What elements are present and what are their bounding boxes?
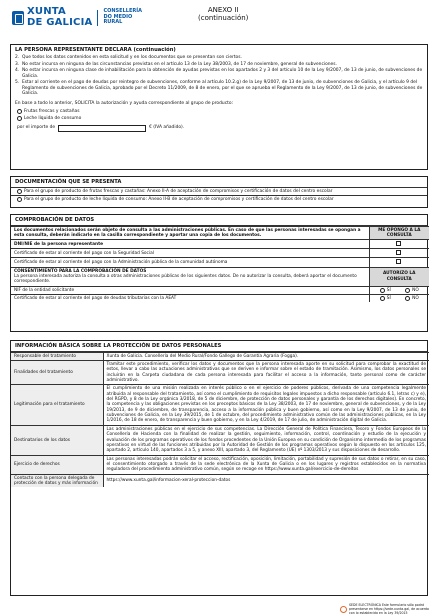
data-check-section — [10, 214, 428, 332]
amount-input[interactable] — [58, 125, 146, 132]
declaration-section — [10, 44, 428, 170]
logo-divider — [97, 10, 98, 26]
department-name: CONSELLERÍA DO MEDIO RURAL — [103, 7, 142, 26]
radio-doc-milk[interactable] — [17, 197, 22, 202]
privacy-label: Contacto con la persona delegada de protección de datos y más información — [11, 474, 103, 487]
radio-milk[interactable] — [17, 116, 22, 121]
privacy-text: Las administraciones públicas en el ejercicio de sus competencias. La Dirección General de Política Financiera, Tesoro y Fondos Europeos de la Consellería de Hacienda con la finalidad de realizar la gestión, seguimiento, información, control, coordinación y estudio de la ejecución y evaluación de los programas operativos de los fondos procedentes de la Unión Europea en su condición de Organismo intermedio de los programas operativos en virtud de las funciones atribuidas por la Autoridad de Gestión de los programas operativos según lo dispuesto en los artículos 125, apartado 2, artículo 140, apartados 3 a 5, y anexo XIII, apartado 3, del Reglamento (UE) nº 1303/2013 y sus disposiciones de desarrollo. — [103, 425, 429, 455]
privacy-label: Finalidades del tratamiento — [11, 360, 103, 384]
data-row-label: Certificado de estar al corriente del pago con la Administración pública de la comunidad autónoma — [11, 258, 369, 267]
consent-row-label: Certificado de estar al corriente del pago de deudas tributarias con la AEAT — [11, 294, 369, 302]
radio-yes[interactable] — [380, 288, 385, 293]
amount-row — [11, 123, 427, 134]
option-milk[interactable]: Leche líquida de consumo — [11, 115, 427, 123]
radio-doc-fruits[interactable] — [17, 189, 22, 194]
radio-yes[interactable] — [380, 296, 385, 301]
declaration-title: LA PERSONA REPRESENTANTE DECLARA (continuación) — [15, 46, 176, 53]
annex-subtitle: (continuación) — [198, 14, 249, 23]
consent-yes-option[interactable]: SÍ — [380, 288, 391, 293]
declaration-item: 4. No estar incursa en ninguna clase de inhabilitación para la obtención de ayudas previstas en los apartados 2 y 3 del artículo 10 de la Ley 9/2007, de 13 de junio, de subvenciones de Galicia. — [15, 68, 423, 79]
sede-seal-icon — [340, 606, 347, 613]
data-row-label: DNI/NIE de la persona representante — [11, 240, 369, 249]
footer-note — [340, 604, 434, 616]
radio-no[interactable] — [405, 288, 410, 293]
xunta-logo — [12, 6, 161, 29]
privacy-text: El cumplimiento de una misión realizada en interés público o en el ejercicio de poderes públicos, derivada de una competencia legalmente atribuida al responsable del tratamiento, así como el cumplimiento de requisitos legales impuestos a dicho responsable (artículo 6.1, letras c) y e), del RGPD, y 8 de la Ley orgánica 3/2018, de 5 de diciembre, de protección de datos personales y garantía de los derechos digitales). En concreto, la competencia y las obligaciones previstas en los preceptos básicos de la Ley 38/2003, de 17 de noviembre, general de subvenciones, y de la Ley 19/2013, de 9 de diciembre, de transparencia, acceso a la información pública y buen gobierno, así como en la Ley 9/2007, de 13 de junio, de subvenciones de Galicia, en la Ley 39/2015, de 1 de octubre, del procedimiento administrativo común de las administraciones públicas, en la Ley 1/2016, de 18 de enero, de transparencia y buen gobierno, y en la Ley 4/2019, de 17 de julio, de administración digital de Galicia. — [103, 385, 429, 426]
privacy-table — [11, 352, 429, 488]
data-check-table — [11, 226, 429, 303]
privacy-label: Ejercicio de derechos — [11, 455, 103, 474]
consent-title: CONSENTIMIENTO PARA LA COMPROBACIÓN DE DATOS — [14, 268, 147, 274]
declaration-item: 3. No estar incursa en ninguna de las circunstancias previstas en el artículo 13 de la Ley 38/2003, de 17 de noviembre, general de subvenciones. — [15, 61, 337, 67]
amount-suffix: € (IVA añadido). — [149, 125, 185, 131]
consent-yes-option[interactable]: SÍ — [380, 296, 391, 301]
radio-no[interactable] — [405, 296, 410, 301]
privacy-title: INFORMACIÓN BÁSICA SOBRE LA PROTECCIÓN DE DATOS PERSONALES — [11, 341, 427, 352]
privacy-section — [10, 340, 428, 596]
oppose-checkbox[interactable] — [396, 250, 401, 255]
documentation-section — [10, 176, 428, 208]
oppose-header: ME OPONGO A LA CONSULTA — [369, 226, 429, 240]
privacy-label: Legitimación para el tratamiento — [11, 385, 103, 426]
doc-item-fruits[interactable]: Para el grupo de producto de frutas frescas y castañas: Anexo II-A de aceptación de compromisos y certificación de datos del centro escolar — [11, 188, 427, 197]
option-fruits[interactable]: Frutas frescas y castañas — [11, 108, 427, 116]
authorize-header: AUTORIZO LA CONSULTA — [369, 267, 429, 286]
consent-no-option[interactable]: NO — [405, 288, 419, 293]
doc-item-milk[interactable]: Para el grupo de producto de leche líquida de consumo: Anexo II-B de aceptación de compromisos y certificación de datos del centro escolar — [11, 196, 427, 204]
radio-fruits[interactable] — [17, 109, 22, 114]
data-row-label: Certificado de estar al corriente del pago con la Seguridad Social — [11, 249, 369, 258]
privacy-text: Las personas interesadas podrán solicitar el acceso, rectificación, oposición, limitación, portabilidad y supresión de sus datos o retirar, en su caso, el consentimiento otorgado a través de la sede electrónica de la Xunta de Galicia o en los lugares y registros establecidos en la normativa reguladora del procedimiento administrativo común, según se recoge en https://www.xunta.gal/exercicio-de-dereitos — [103, 455, 429, 474]
data-check-title: COMPROBACIÓN DE DATOS — [11, 215, 427, 226]
declaration-item: 5. Estar al corriente en el pago de deudas por reintegro de subvenciones, conforme al artículo 10.2.g) de la Ley 9/2007, de 13 de junio, de subvenciones de Galicia, y el artículo 9 del Reglamento de subvenciones de Galicia, aprobado por el Decreto 11/2009, de 8 de enero, por el que se aprueba el Reglamento de la Ley 9/2007, de 13 de junio, de subvenciones de Galicia. — [15, 80, 423, 96]
page-header — [12, 6, 426, 32]
logo-xunta-text: XUNTA — [27, 6, 66, 17]
documentation-title: DOCUMENTACIÓN QUE SE PRESENTA — [11, 177, 427, 188]
privacy-label: Destinatarios de los datos — [11, 425, 103, 455]
consent-no-option[interactable]: NO — [405, 296, 419, 301]
xunta-emblem-icon — [12, 11, 24, 25]
declaration-item: 2. Que todos los datos contenidos en esta solicitud y en los documentos que se presentan son ciertos. — [15, 55, 242, 60]
request-text: En base a todo lo anterior, SOLICITA la autorización y ayuda correspondiente al grupo de producto: — [15, 101, 233, 106]
logo-galicia-text: DE GALICIA — [27, 16, 93, 28]
privacy-text: Tramitar este procedimiento, verificar los datos y documentos que la persona interesada aporte en su solicitud para comprobar la exactitud de estos, llevar a cabo las actuaciones administrativas que se deriven e informar sobre el estado de tramitación. Asimismo, los datos personales se incluirán en la Carpeta ciudadana de cada persona interesada para facilitar el acceso a la información, tanto personal como de carácter administrativo. — [103, 360, 429, 384]
consent-row-label: NIF de la entidad solicitante — [11, 286, 369, 294]
oppose-checkbox[interactable] — [396, 241, 401, 246]
privacy-text: Xunta de Galicia. Consellería del Medio Rural/Fondo Gallego de Garantía Agraria (Fogga). — [103, 352, 429, 360]
footer-text: SEDE ELECTRÓNICA Este formulario sólo podrá presentarse en https://sede.xunta.gal, de acuerdo con lo establecido en la Ley 39/2015 — [349, 603, 429, 615]
consent-text: La persona interesada autoriza la consulta a otras administraciones públicas de los siguientes datos. De no autorizar la consulta, deberá aportar el documento correspondiente. — [14, 273, 357, 285]
oppose-checkbox[interactable] — [396, 259, 401, 264]
data-check-intro: Los documentos relacionados serán objeto de consulta a las administraciones públicas. En caso de que las personas interesadas se opongan a esta consulta, deberán indicarlo en la casilla correspondiente y aportar una copia de los documentos. — [11, 226, 369, 240]
annex-heading — [198, 6, 248, 23]
amount-label: por el importe de — [17, 125, 56, 131]
annex-title: ANEXO II — [207, 6, 239, 14]
privacy-label: Responsable del tratamiento — [11, 352, 103, 360]
privacy-link[interactable]: https://www.xunta.gal/informacion-xeral-proteccion-datos — [103, 474, 429, 487]
